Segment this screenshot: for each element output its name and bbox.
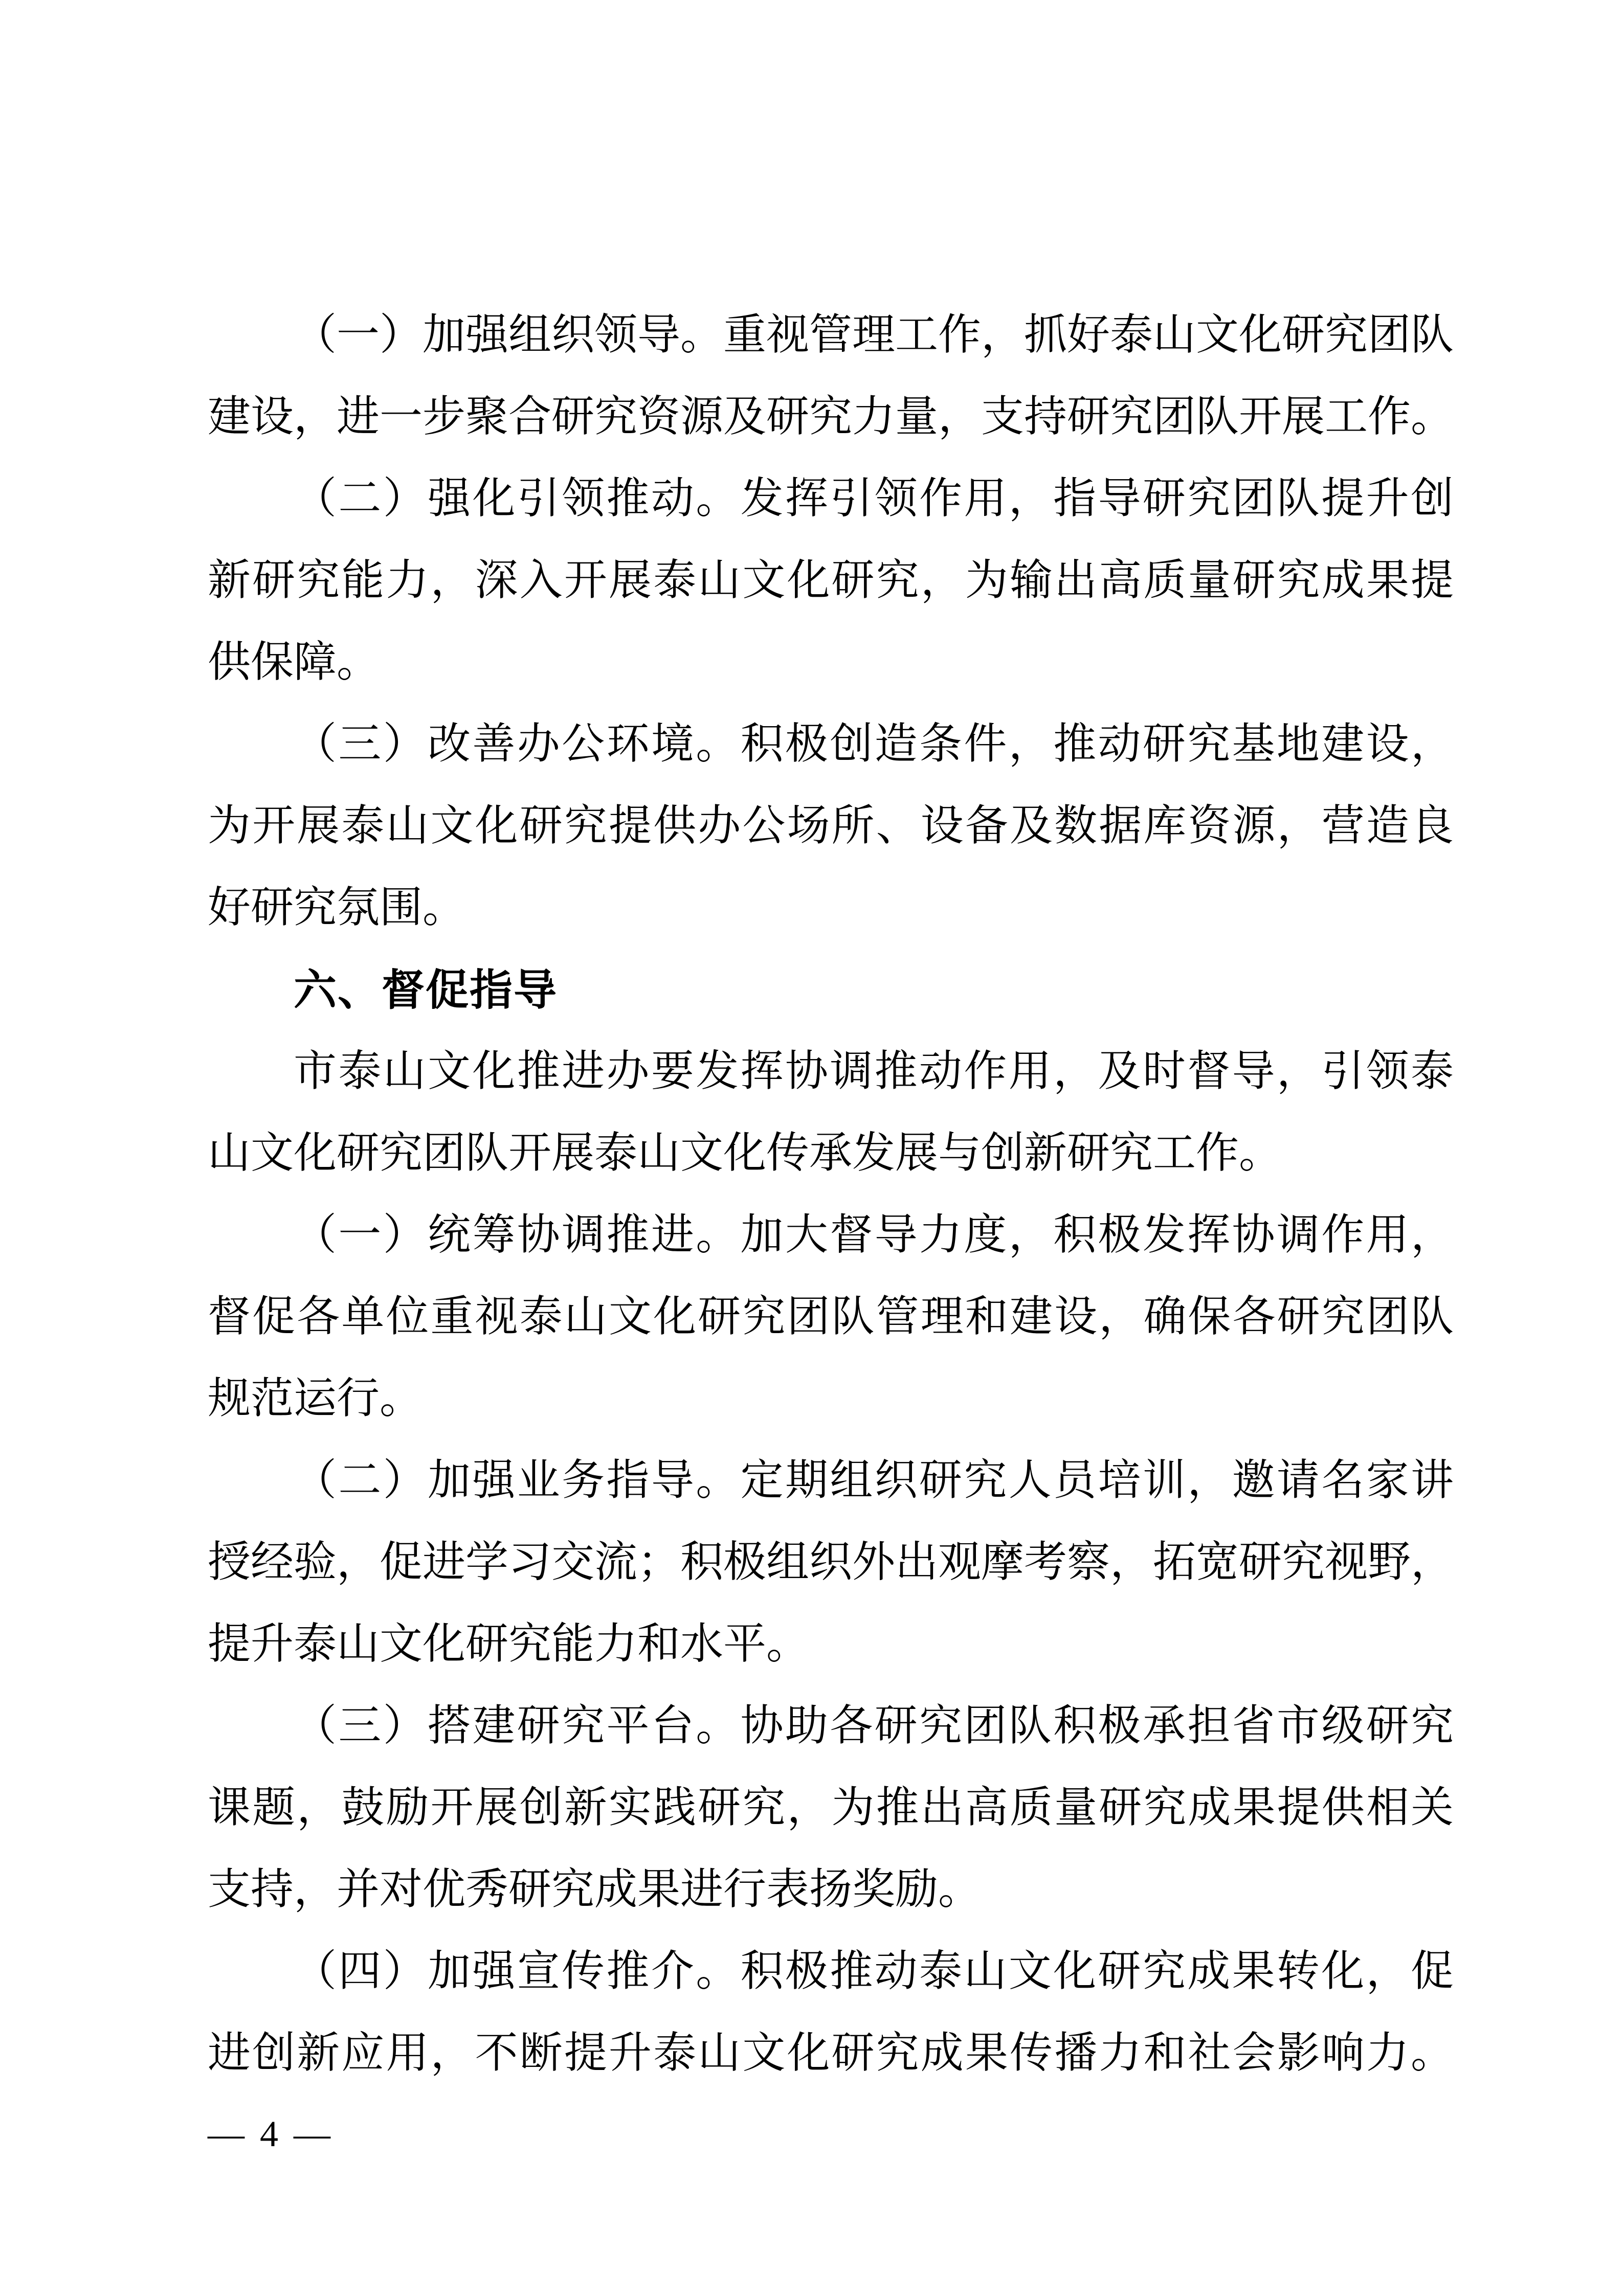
paragraph-strengthen-organization <box>208 295 1454 458</box>
text-line: 支持，并对优秀研究成果进行表扬奖励。 <box>208 1866 982 1914</box>
paragraph-promotion-office-role <box>208 1031 1454 1195</box>
paragraph-business-guidance <box>208 1440 1454 1685</box>
paragraph-publicity-promotion <box>208 1931 1454 2095</box>
text-line: 好研究氛围。 <box>208 884 466 932</box>
text-line: 供保障。 <box>208 639 380 686</box>
text-line: 督促各单位重视泰山文化研究团队管理和建设，确保各研究团队 <box>208 1293 1454 1341</box>
page-number-footer <box>208 2106 333 2162</box>
text-line: （四）加强宣传推介。积极推动泰山文化研究成果转化，促 <box>294 1948 1454 1995</box>
section-heading-supervision-guidance: 六、督促指导 <box>294 966 558 1014</box>
text-line: （一）加强组织领导。重视管理工作，抓好泰山文化研究团队 <box>294 311 1454 359</box>
page-number: — 4 — <box>208 2113 333 2154</box>
text-line: 建设，进一步聚合研究资源及研究力量，支持研究团队开展工作。 <box>208 393 1454 441</box>
document-body <box>208 295 1454 2095</box>
text-line: 新研究能力，深入开展泰山文化研究，为输出高质量研究成果提 <box>208 557 1454 604</box>
paragraph-improve-office-environment <box>208 704 1454 949</box>
text-line: （三）改善办公环境。积极创造条件，推动研究基地建设， <box>294 721 1454 768</box>
text-line: （二）加强业务指导。定期组织研究人员培训，邀请名家讲 <box>294 1457 1454 1504</box>
paragraph-research-platform <box>208 1685 1454 1931</box>
text-line: 山文化研究团队开展泰山文化传承发展与创新研究工作。 <box>208 1130 1282 1177</box>
text-line: 课题，鼓励开展创新实践研究，为推出高质量研究成果提供相关 <box>208 1784 1454 1832</box>
text-line: 提升泰山文化研究能力和水平。 <box>208 1620 810 1668</box>
paragraph-strengthen-guidance-drive <box>208 458 1454 704</box>
text-line: 市泰山文化推进办要发挥协调推动作用，及时督导，引领泰 <box>294 1048 1454 1095</box>
text-line: 授经验，促进学习交流；积极组织外出观摩考察，拓宽研究视野， <box>208 1539 1454 1586</box>
text-line: （三）搭建研究平台。协助各研究团队积极承担省市级研究 <box>294 1702 1454 1750</box>
text-line: （一）统筹协调推进。加大督导力度，积极发挥协调作用， <box>294 1211 1454 1259</box>
text-line: （二）强化引领推动。发挥引领作用，指导研究团队提升创 <box>294 475 1454 523</box>
paragraph-overall-coordination <box>208 1195 1454 1440</box>
text-line: 为开展泰山文化研究提供办公场所、设备及数据库资源，营造良 <box>208 802 1454 850</box>
text-line: 规范运行。 <box>208 1375 423 1423</box>
text-line: 进创新应用，不断提升泰山文化研究成果传播力和社会影响力。 <box>208 2030 1454 2077</box>
